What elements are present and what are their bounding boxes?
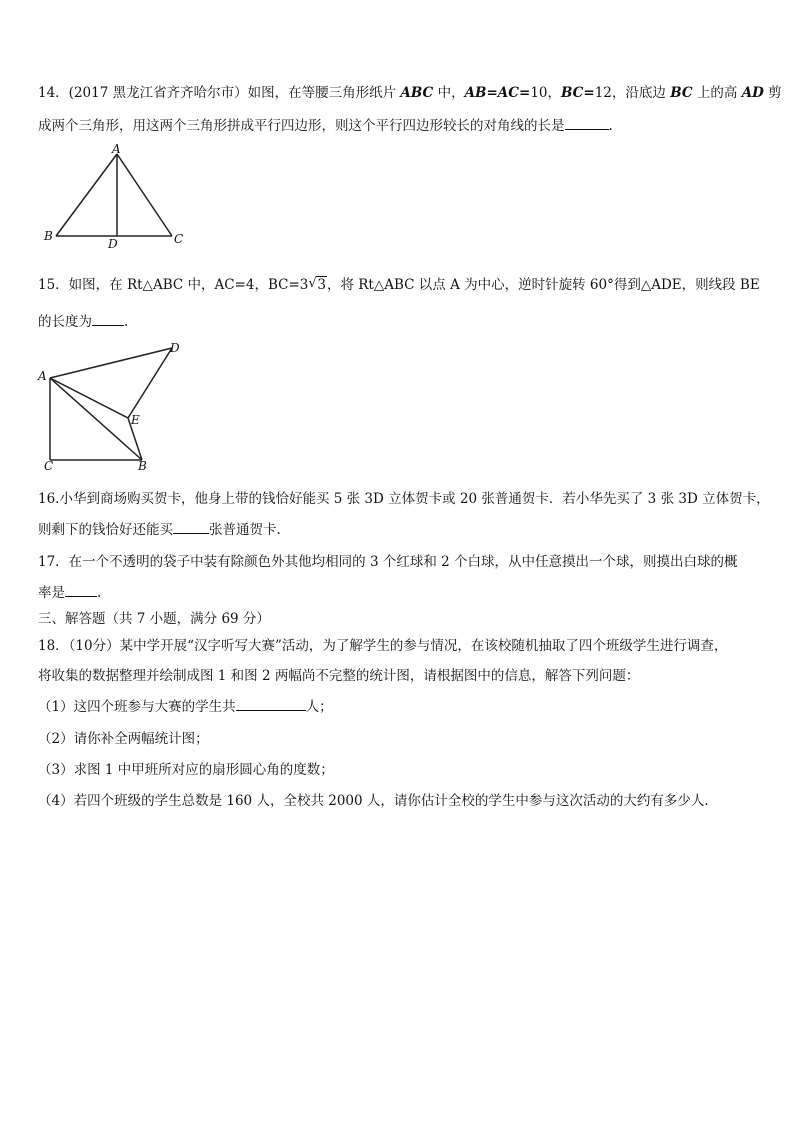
label-b: B [44, 229, 53, 243]
q17-line2: 率是 . [38, 585, 102, 601]
answer-blank [92, 313, 124, 326]
q18-sub4: （4）若四个班级的学生总数是 160 人，全校共 2000 人，请你估计全校的学生中参与这次活动的大约有多少人. [38, 793, 709, 809]
section-title: 三、解答题（共 7 小题，满分 69 分） [38, 611, 270, 627]
q16-line1: 16.小华到商场购买贺卡，他身上带的钱恰好能买 5 张 3D 立体贺卡或 20 张普通贺卡．若小华先买了 3 张 3D 立体贺卡， [38, 491, 770, 507]
answer-blank [173, 521, 209, 534]
segment-de [128, 348, 172, 418]
q18-sub1: （1）这四个班参与大赛的学生共 人； [38, 699, 333, 715]
label-d: D [108, 237, 118, 251]
segment-ad [50, 348, 172, 378]
label-b: B [138, 459, 147, 473]
label-c: C [174, 232, 184, 246]
q18-line1: 18．（10分）某中学开展“汉字听写大赛”活动，为了解学生的参与情况，在该校随机抽取了四个班级学生进行调查， [38, 638, 728, 654]
label-a: A [112, 142, 121, 156]
sqrt-symbol: √ 3 [308, 276, 327, 294]
q15-line1: 15．如图，在 Rt△ABC 中，AC=4，BC=3√ 3，将 Rt△ABC 以点 A 为中心，逆时针旋转 60°得到△ADE，则线段 BE [38, 276, 760, 294]
label-c: C [44, 459, 54, 473]
q14-line1: 14．(2017 黑龙江省齐齐哈尔市）如图，在等腰三角形纸片 ABC 中，AB=AC=10，BC=12，沿底边 BC 上的高 AD 剪 [38, 85, 782, 101]
q18-sub3: （3）求图 1 中甲班所对应的扇形圆心角的度数； [38, 762, 334, 778]
label-a: A [38, 369, 47, 383]
answer-blank [236, 698, 306, 711]
q18-line2: 将收集的数据整理并绘制成图 1 和图 2 两幅尚不完整的统计图，请根据图中的信息，解答下列问题： [38, 668, 640, 684]
q14-triangle-figure [40, 142, 200, 252]
side-ab [56, 154, 117, 236]
label-d: D [170, 341, 180, 355]
q14-line2: 成两个三角形，用这两个三角形拼成平行四边形，则这个平行四边形较长的对角线的长是 . [38, 118, 613, 134]
answer-blank [65, 584, 97, 597]
q18-sub2: （2）请你补全两幅统计图； [38, 731, 209, 747]
q16-line2: 则剩下的钱恰好还能买 张普通贺卡. [38, 522, 281, 538]
q15-line2: 的长度为 . [38, 314, 129, 330]
side-ac [117, 154, 172, 236]
q15-rotation-figure [34, 340, 194, 475]
q17-line1: 17．在一个不透明的袋子中装有除颜色外其他均相同的 3 个红球和 2 个白球，从中任意摸出一个球，则摸出白球的概 [38, 554, 738, 570]
label-e: E [131, 413, 140, 427]
answer-blank [565, 117, 609, 130]
